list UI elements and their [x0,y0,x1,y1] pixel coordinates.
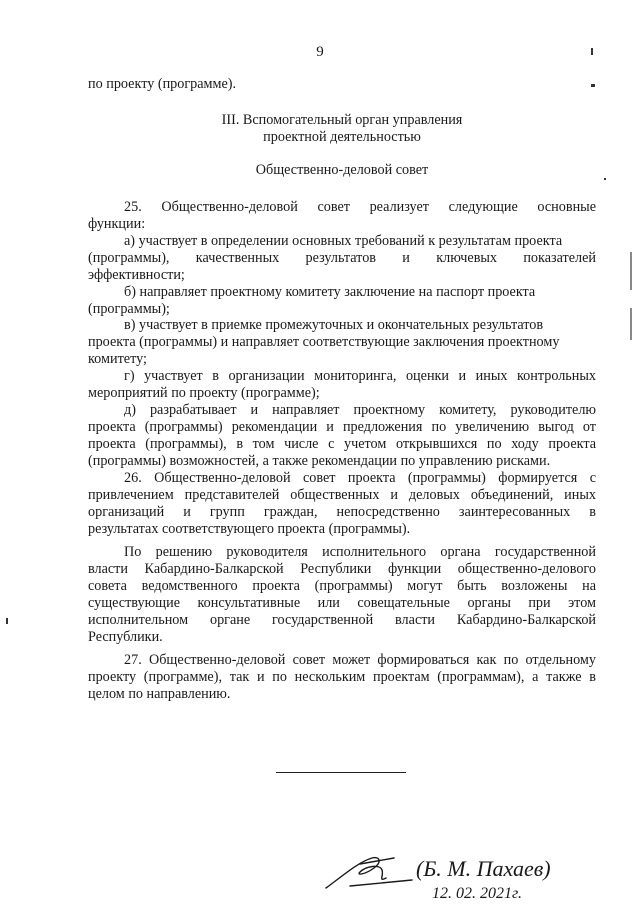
section-heading: проектной деятельностью [263,129,421,145]
text-line: 26. Общественно-деловой совет проекта (программы) формируется с [124,470,596,486]
text-line: привлечением представителей общественных и деловых объединений, иных [88,487,596,503]
text-line: в) участвует в приемке промежуточных и окончательных результатов [124,317,544,333]
text-line: организаций и групп граждан, непосредственно заинтересованных в [88,504,596,520]
signature-name: (Б. М. Пахаев) [416,856,551,881]
text-line: а) участвует в определении основных требований к результатам проекта [124,233,563,249]
text-line: проекта (программы) и направляет соответствующие заключения проектному [88,334,560,350]
text-line: (программы), качественных результатов и ключевых показателей [88,250,596,266]
section-heading: III. Вспомогательный орган управления [221,112,463,128]
text-line: комитету; [88,351,147,367]
signature-stroke [350,880,412,886]
text-line: По решению руководителя исполнительного органа государственной [124,544,596,560]
text-line: проекту (программе), так и по нескольким проектам (программам), а также в [88,669,596,685]
text-line: существующие консультативные или совещательные органы при этом [88,595,596,611]
signature [320,836,580,902]
text-line: совета ведомственного проекта (программы) могут быть возложены на [88,578,596,594]
text-line: исполнительном органе государственной власти Кабардино-Балкарской [88,612,596,628]
text-line: д) разрабатывает и направляет проектному комитету, руководителю [124,402,596,418]
text-line: (программы) возможностей, а также рекомендации по управлению рисками. [88,453,551,469]
text-line: г) участвует в организации мониторинга, оценки и иных контрольных [124,368,596,384]
text-line: результатах соответствующего проекта (программы). [88,521,411,537]
text-line: проекта (программы) рекомендации и предложения по увеличению выгод от [88,419,596,435]
text-line: функции: [88,216,146,232]
text-line: эффективности; [88,267,185,283]
text-line: по проекту (программе). [88,76,237,92]
separator-line [276,772,406,773]
text-line: 27. Общественно-деловой совет может формироваться как по отдельному [124,652,596,668]
text-line: 25. Общественно-деловой совет реализует следующие основные [124,199,596,215]
text-line: власти Кабардино-Балкарской Республики функции общественно-делового [88,561,596,577]
text-line: (программы); [88,301,170,317]
subsection-heading: Общественно-деловой совет [255,162,429,178]
text-line: целом по направлению. [88,686,231,702]
text-line: б) направляет проектному комитету заключение на паспорт проекта [124,284,536,300]
signature-date: 12. 02. 2021г. [432,885,523,902]
page-number: 9 [316,44,324,60]
text-line: проекта (программы), в том числе с учетом открывшихся по ходу проекта [88,436,596,452]
text-line: Республики. [88,629,163,645]
text-line: мероприятий по проекту (программе); [88,385,320,401]
